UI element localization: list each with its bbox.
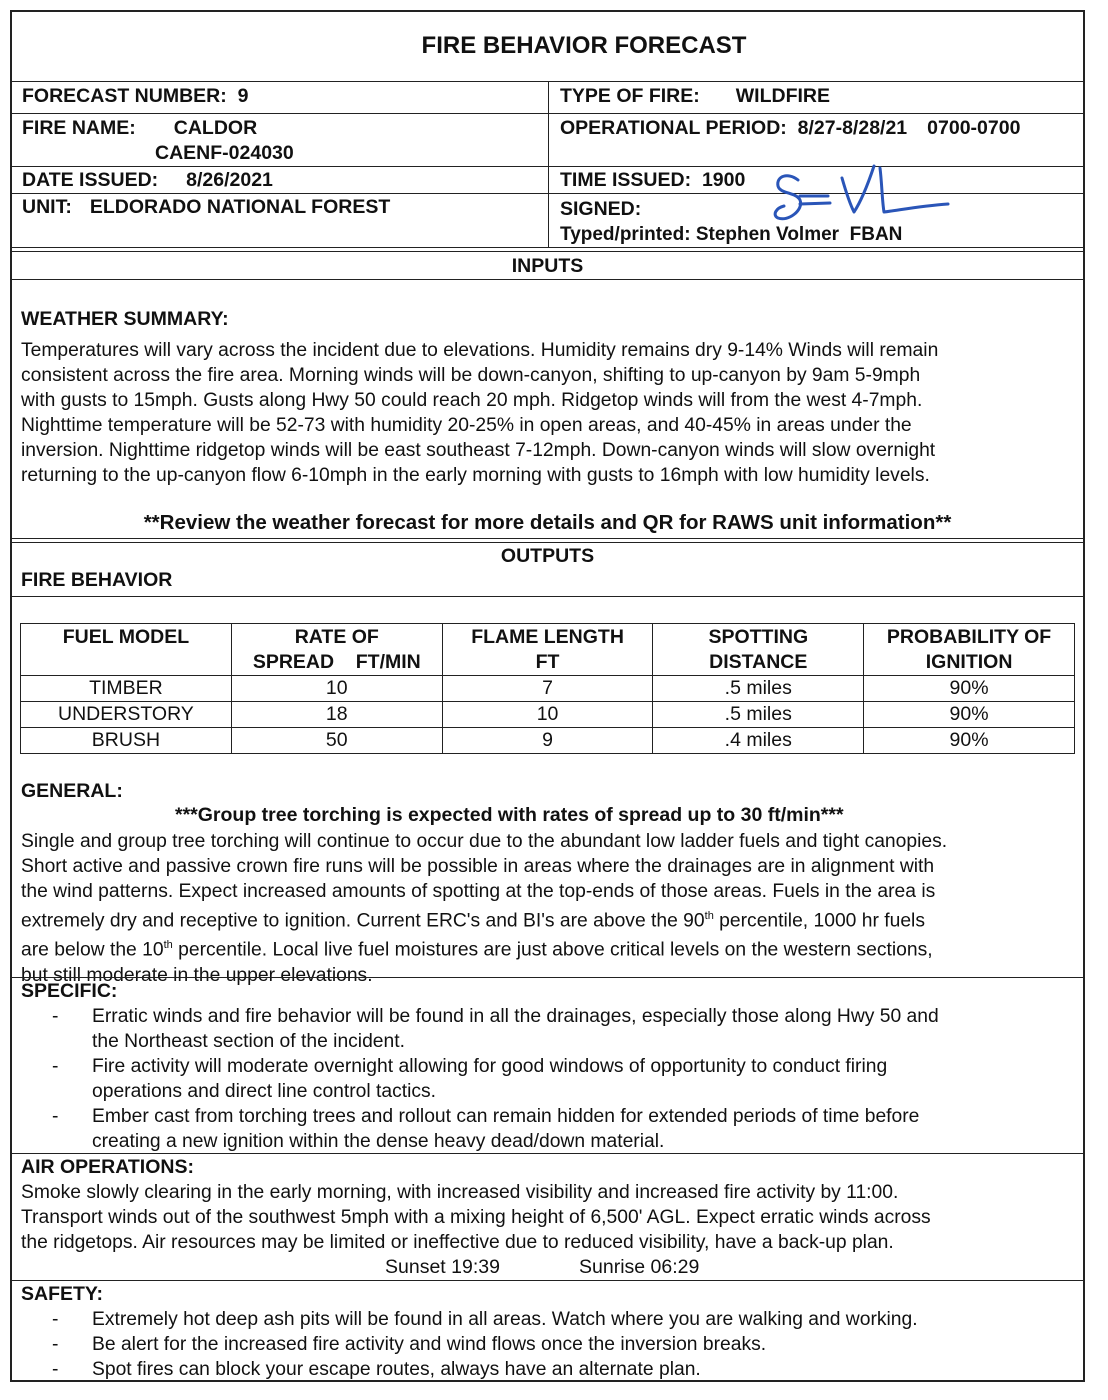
list-item: - Be alert for the increased fire activity and wind flows once the inversion breaks. [52, 1334, 767, 1355]
air-operations-heading: AIR OPERATIONS: [21, 1156, 194, 1178]
document-title: FIRE BEHAVIOR FORECAST [421, 32, 747, 59]
col-header-rate-of-spread: RATE OF SPREAD FT/MIN [231, 624, 442, 676]
general-text: Single and group tree torching will continue to occur due to the abundant low ladder fuels and tight canopies. Short active and passive crown fire runs will be possible in areas where the drainages are in alignment with the wind patterns. Expect increased amounts of spotting at the top-ends of those areas. Fuels in the area is extremely dry and receptive to ignition. Current ERC's and BI's are above the 90th percentile, 1000 hr fuels are below the 10th percentile. Local live fuel moistures are just above critical levels on the western sections, but still moderate in the upper elevations. [21, 831, 948, 986]
inputs-heading: INPUTS [511, 255, 584, 277]
specific-heading: SPECIFIC: [21, 980, 118, 1002]
table-row [21, 676, 1075, 702]
table-cell: UNDERSTORY [21, 702, 232, 728]
table-row [21, 702, 1075, 728]
fire-behavior-heading: FIRE BEHAVIOR [21, 569, 173, 591]
unit-field: UNIT: ELDORADO NATIONAL FOREST [22, 196, 391, 218]
list-item: - Spot fires can block your escape routes, always have an alternate plan. [52, 1359, 701, 1380]
table-cell: 10 [442, 702, 653, 728]
table-cell: 50 [231, 728, 442, 754]
table-cell: .5 miles [653, 702, 864, 728]
signature [770, 160, 960, 230]
operational-period-field: OPERATIONAL PERIOD: 8/27-8/28/21 0700-0700 [560, 117, 1021, 139]
table-cell: TIMBER [21, 676, 232, 702]
general-emphasis: ***Group tree torching is expected with rates of spread up to 30 ft/min*** [175, 804, 844, 826]
fire-name-field: FIRE NAME: CALDOR [22, 117, 258, 139]
table-row [21, 728, 1075, 754]
sunset-time: Sunset 19:39 [385, 1256, 500, 1278]
air-operations-text: Smoke slowly clearing in the early morning, with increased visibility and increased fire activity by 11:00. Transport winds out of the southwest 5mph with a mixing height of 6,500' AGL. Expect erratic winds across the ridgetops. Air resources may be limited or ineffective due to reduced visibility, have a back-up plan. [21, 1182, 931, 1253]
col-header-probability-of-ignition: PROBABILITY OF IGNITION [864, 624, 1075, 676]
specific-list [52, 1004, 1082, 1154]
col-header-flame-length: FLAME LENGTH FT [442, 624, 653, 676]
weather-summary-text: Temperatures will vary across the incident due to elevations. Humidity remains dry 9-14% Winds will remain consistent across the fire area. Morning winds will be down-canyon, shifting to up-canyon by 9am 5-9mph with gusts to 15mph. Gusts along Hwy 50 could reach 20 mph. Ridgetop winds will from the west 4-7mph. Nighttime temperature will be 52-73 with humidity 20-25% in open areas, and 40-45% in areas under the inversion. Nighttime ridgetop winds will be east southeast 7-12mph. Down-canyon winds will slow overnight returning to the up-canyon flow 6-10mph in the early morning with gusts to 16mph with low humidity levels. [21, 340, 939, 486]
table-cell: 10 [231, 676, 442, 702]
signed-label: SIGNED: [560, 198, 642, 220]
list-item: - Erratic winds and fire behavior will be found in all the drainages, especially those along Hwy 50 and the Northeast section of the incident. [52, 1006, 939, 1052]
weather-review-note: **Review the weather forecast for more details and QR for RAWS unit information** [143, 511, 952, 534]
safety-list [52, 1307, 1082, 1382]
type-of-fire-field: TYPE OF FIRE: WILDFIRE [560, 85, 830, 107]
sunrise-time: Sunrise 06:29 [579, 1256, 700, 1278]
outputs-heading: OUTPUTS [500, 545, 595, 567]
col-header-fuel-model: FUEL MODEL [21, 624, 232, 676]
list-item: - Extremely hot deep ash pits will be found in all areas. Watch where you are walking and working. [52, 1309, 918, 1330]
time-issued-field: TIME ISSUED: 1900 [560, 169, 746, 191]
forecast-number-field: FORECAST NUMBER: 9 [22, 85, 249, 107]
general-heading: GENERAL: [21, 780, 123, 802]
table-cell: 90% [864, 676, 1075, 702]
table-cell: 9 [442, 728, 653, 754]
date-issued-field: DATE ISSUED: 8/26/2021 [22, 169, 273, 191]
typed-printed-field: Typed/printed: Stephen Volmer FBAN [560, 224, 903, 245]
table-cell: .4 miles [653, 728, 864, 754]
table-cell: BRUSH [21, 728, 232, 754]
safety-heading: SAFETY: [21, 1283, 103, 1305]
list-item: - Ember cast from torching trees and rollout can remain hidden for extended periods of time before creating a new ignition within the dense heavy dead/down material. [52, 1106, 920, 1152]
list-item: - Fire activity will moderate overnight allowing for good windows of opportunity to conduct firing operations and direct line control tactics. [52, 1056, 888, 1102]
col-header-spotting-distance: SPOTTING DISTANCE [653, 624, 864, 676]
fire-behavior-table [20, 623, 1075, 754]
table-cell: 7 [442, 676, 653, 702]
table-header-row [21, 624, 1075, 676]
table-cell: .5 miles [653, 676, 864, 702]
table-cell: 90% [864, 702, 1075, 728]
table-cell: 18 [231, 702, 442, 728]
table-cell: 90% [864, 728, 1075, 754]
fire-id: CAENF-024030 [155, 142, 294, 164]
weather-summary-heading: WEATHER SUMMARY: [21, 308, 229, 330]
